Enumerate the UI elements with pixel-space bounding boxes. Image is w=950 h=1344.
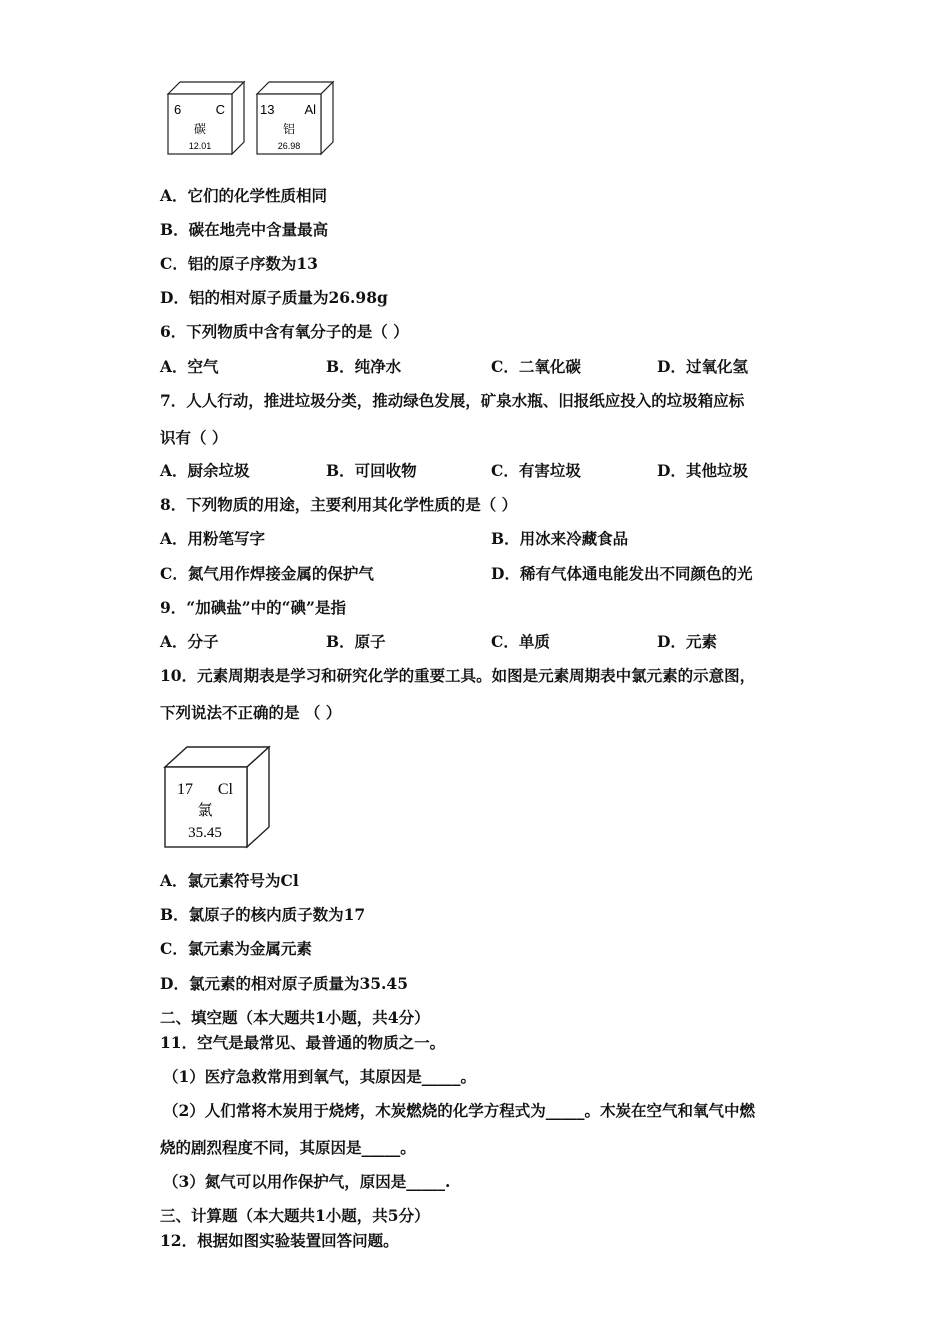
q6-option-c: C．二氧化碳 bbox=[491, 357, 581, 376]
section-3-heading: 三、计算题（本大题共1小题，共5分） bbox=[160, 1206, 430, 1225]
q11-stem: 11．空气是最常见、最普通的物质之一。 bbox=[160, 1033, 446, 1052]
q6-option-a: A．空气 bbox=[160, 357, 219, 376]
q6-stem: 6．下列物质中含有氧分子的是（ ） bbox=[160, 322, 409, 341]
tile-name: 碳 bbox=[193, 122, 207, 136]
q8-option-b: B．用冰来冷藏食品 bbox=[491, 529, 629, 548]
q11-part2-line1: （2）人们常将木炭用于烧烤，木炭燃烧的化学方程式为_____。木炭在空气和氧气中燃 bbox=[163, 1101, 756, 1120]
q9-option-a: A．分子 bbox=[160, 632, 219, 651]
q8-option-c: C．氮气用作焊接金属的保护气 bbox=[160, 564, 374, 583]
q9-stem: 9．“加碘盐”中的“碘”是指 bbox=[160, 598, 346, 617]
q9-option-c: C．单质 bbox=[491, 632, 550, 651]
element-tile-carbon bbox=[166, 80, 248, 162]
tile-symbol: C bbox=[215, 102, 225, 117]
q7-option-b: B．可回收物 bbox=[326, 461, 417, 480]
q5-option-d: D．铝的相对原子质量为26.98g bbox=[160, 288, 388, 307]
q10-stem-line2: 下列说法不正确的是 （ ） bbox=[160, 703, 342, 722]
q10-option-c: C．氯元素为金属元素 bbox=[160, 939, 312, 958]
q7-option-a: A．厨余垃圾 bbox=[160, 461, 250, 480]
q10-option-a: A．氯元素符号为Cl bbox=[160, 871, 299, 890]
q6-option-b: B．纯净水 bbox=[326, 357, 402, 376]
tile-symbol: Cl bbox=[217, 781, 233, 798]
tile-number: 17 bbox=[177, 781, 193, 798]
q6-option-d: D．过氧化氢 bbox=[657, 357, 748, 376]
tile-number: 13 bbox=[260, 102, 275, 117]
tile-mass: 12.01 bbox=[188, 141, 212, 151]
q8-option-d: D．稀有气体通电能发出不同颜色的光 bbox=[491, 564, 753, 583]
q11-part3: （3）氮气可以用作保护气，原因是_____. bbox=[163, 1172, 451, 1191]
q7-stem-line1: 7．人人行动，推进垃圾分类，推动绿色发展，矿泉水瓶、旧报纸应投入的垃圾箱应标 bbox=[160, 391, 745, 410]
q5-option-c: C．铝的原子序数为13 bbox=[160, 254, 318, 273]
q11-part1: （1）医疗急救常用到氧气，其原因是_____。 bbox=[163, 1067, 477, 1086]
q10-stem-line1: 10．元素周期表是学习和研究化学的重要工具。如图是元素周期表中氯元素的示意图， bbox=[160, 666, 756, 685]
q10-option-d: D．氯元素的相对原子质量为35.45 bbox=[160, 974, 408, 993]
q9-option-d: D．元素 bbox=[657, 632, 717, 651]
q8-stem: 8．下列物质的用途，主要利用其化学性质的是（ ） bbox=[160, 495, 518, 514]
element-tile-aluminium bbox=[255, 80, 337, 162]
tile-symbol: Al bbox=[304, 102, 316, 117]
q8-option-a: A．用粉笔写字 bbox=[160, 529, 266, 548]
q10-option-b: B．氯原子的核内质子数为17 bbox=[160, 905, 366, 924]
tile-mass: 35.45 bbox=[188, 825, 222, 841]
section-2-heading: 二、填空题（本大题共1小题，共4分） bbox=[160, 1008, 430, 1027]
tile-name: 铝 bbox=[282, 122, 296, 136]
q7-stem-line2: 识有（ ） bbox=[160, 428, 228, 447]
q5-option-a: A．它们的化学性质相同 bbox=[160, 186, 328, 205]
q12-stem: 12．根据如图实验装置回答问题。 bbox=[160, 1231, 399, 1250]
q5-option-b: B．碳在地壳中含量最高 bbox=[160, 220, 329, 239]
q7-option-d: D．其他垃圾 bbox=[657, 461, 748, 480]
q11-part2-line2: 烧的剧烈程度不同，其原因是_____。 bbox=[160, 1138, 416, 1157]
q9-option-b: B．原子 bbox=[326, 632, 386, 651]
q7-option-c: C．有害垃圾 bbox=[491, 461, 581, 480]
tile-number: 6 bbox=[174, 102, 182, 117]
tile-mass: 26.98 bbox=[277, 141, 301, 151]
element-tile-chlorine bbox=[163, 745, 273, 855]
tile-name: 氯 bbox=[197, 802, 213, 819]
